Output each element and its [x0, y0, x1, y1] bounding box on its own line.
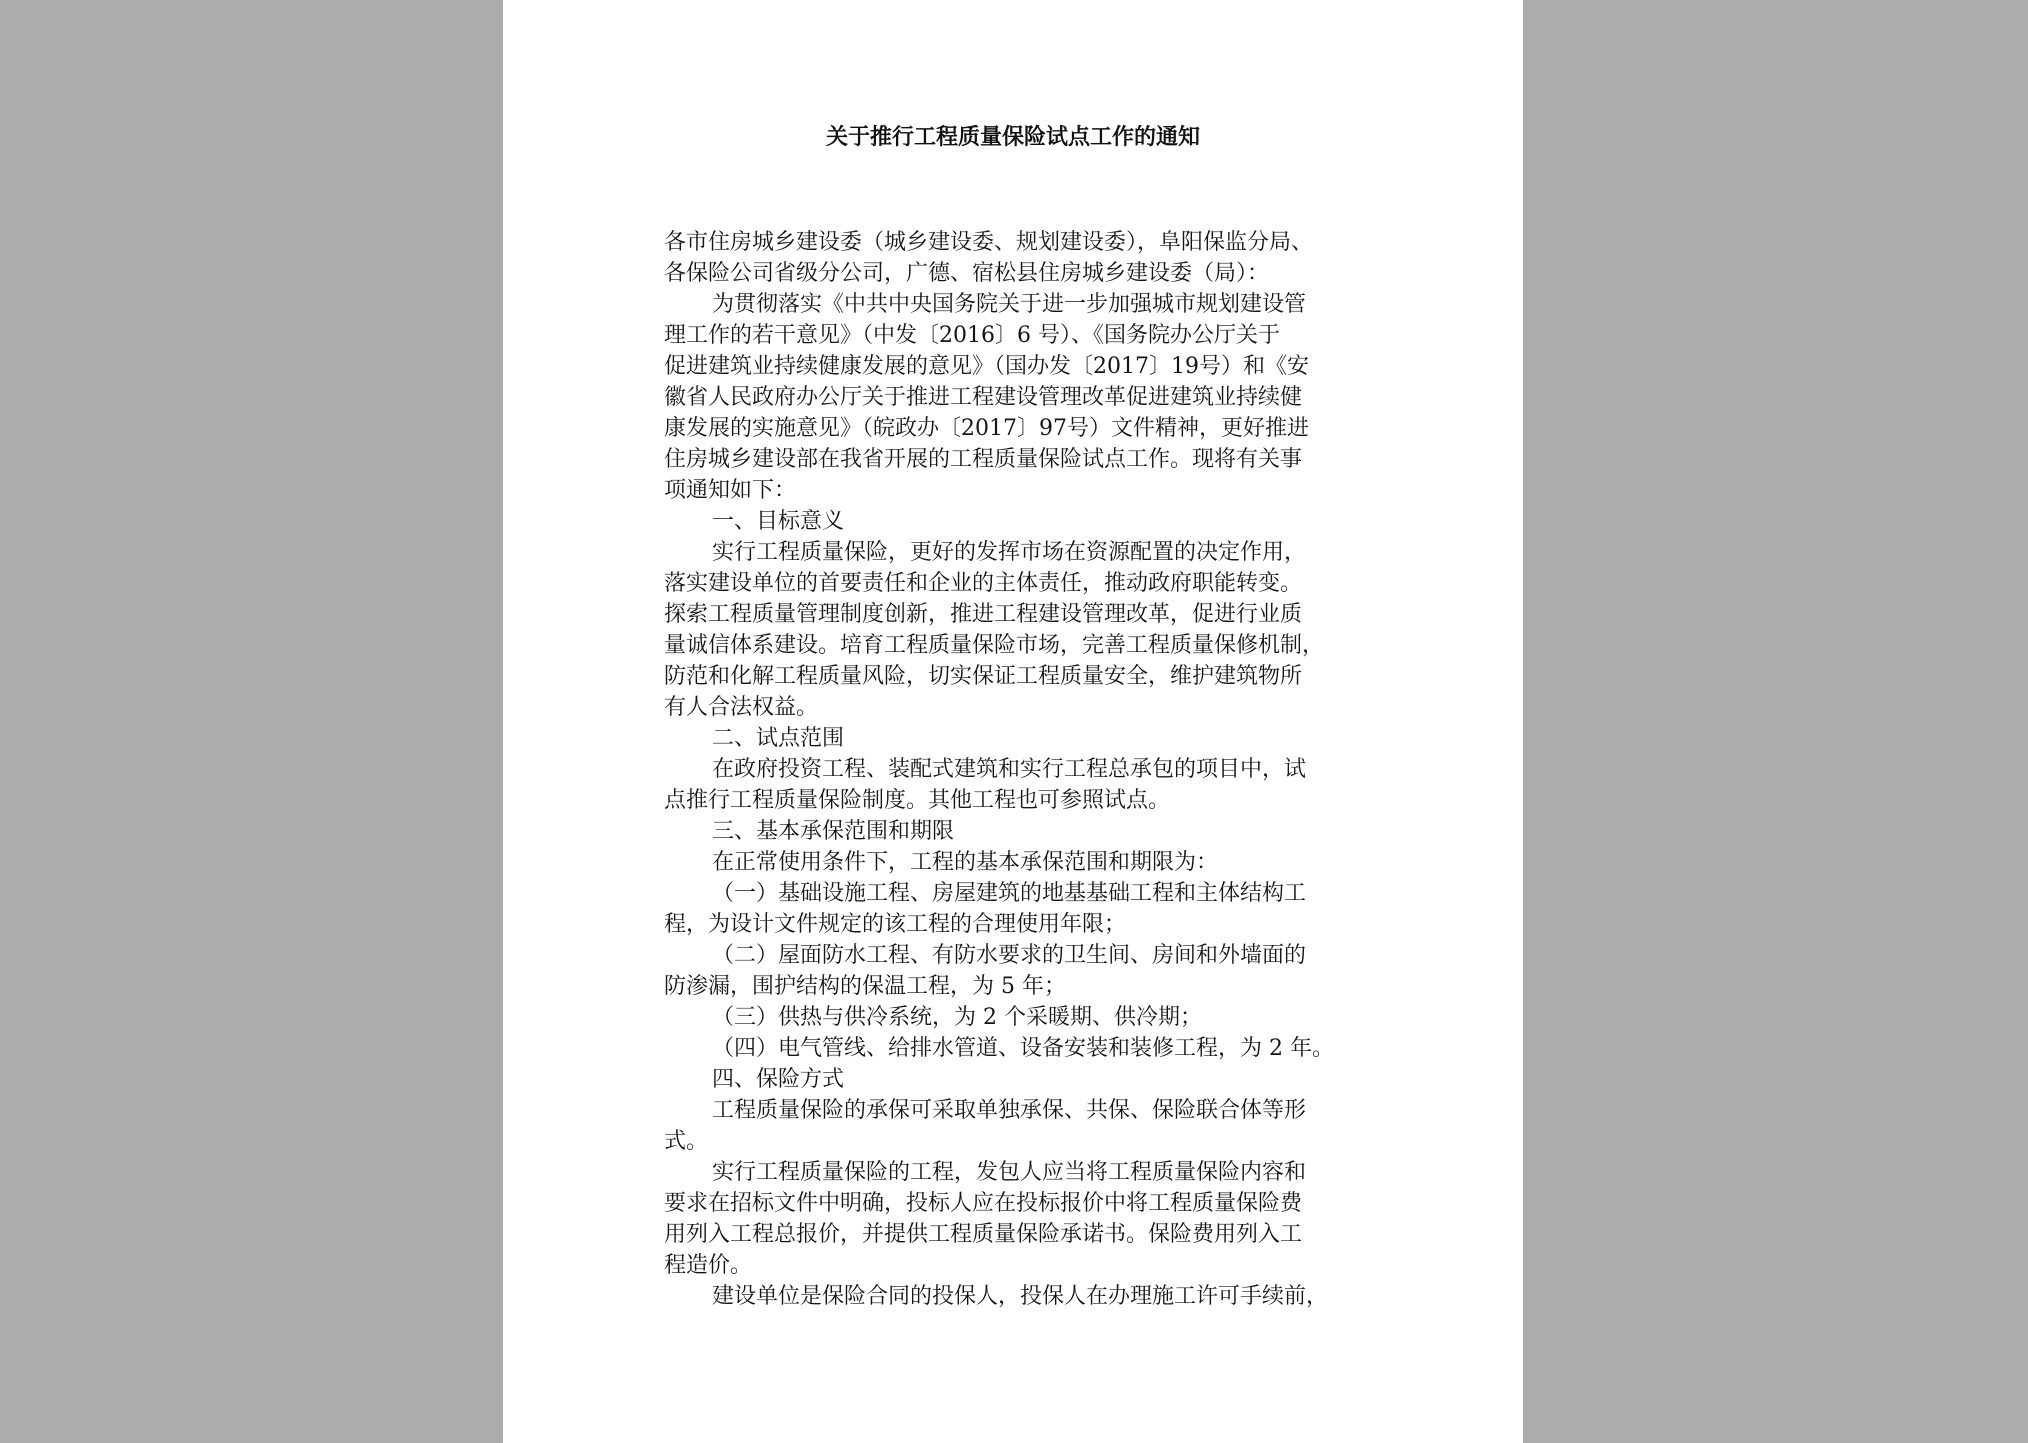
text-line: （二）屋面防水工程、有防水要求的卫生间、房间和外墙面的 [712, 943, 1307, 968]
text-line: 康发展的实施意见》（皖政办〔2017〕97号）文件精神，更好推进 [664, 416, 1309, 441]
section4-paragraph [664, 1095, 1384, 1157]
section1-paragraph [664, 537, 1384, 723]
text-line: 要求在招标文件中明确，投标人应在投标报价中将工程质量保险费 [664, 1191, 1303, 1216]
text-line: 徽省人民政府办公厅关于推进工程建设管理改革促进建筑业持续健 [664, 385, 1303, 410]
section-heading: 四、保险方式 [712, 1067, 845, 1092]
text-line: 促进建筑业持续健康发展的意见》（国办发〔2017〕19号）和《安 [664, 354, 1309, 379]
document-body [664, 227, 1384, 1312]
text-line: 在政府投资工程、装配式建筑和实行工程总承包的项目中，试 [712, 757, 1307, 782]
section-heading: 二、试点范围 [712, 726, 845, 751]
text-line: 各市住房城乡建设委（城乡建设委、规划建设委），阜阳保监分局、 [664, 230, 1314, 255]
text-line: 探索工程质量管理制度创新，推进工程建设管理改革，促进行业质 [664, 602, 1303, 627]
text-line: 式。 [664, 1129, 709, 1154]
text-line: 用列入工程总报价，并提供工程质量保险承诺书。保险费用列入工 [664, 1222, 1303, 1247]
text-line: 实行工程质量保险的工程，发包人应当将工程质量保险内容和 [712, 1160, 1307, 1185]
section3-item: （三）供热与供冷系统，为 2 个采暖期、供冷期； [712, 1005, 1202, 1030]
document-title: 关于推行工程质量保险试点工作的通知 [825, 124, 1200, 150]
text-line: 落实建设单位的首要责任和企业的主体责任，推动政府职能转变。 [664, 571, 1303, 596]
text-line: 有人合法权益。 [664, 695, 819, 720]
text-line: 防范和化解工程质量风险，切实保证工程质量安全，维护建筑物所 [664, 664, 1303, 689]
text-line: 各保险公司省级分公司，广德、宿松县住房城乡建设委（局）： [664, 261, 1270, 286]
section3-item [664, 878, 1384, 940]
text-line: 为贯彻落实《中共中央国务院关于进一步加强城市规划建设管 [712, 292, 1307, 317]
section3-intro: 在正常使用条件下，工程的基本承保范围和期限为： [712, 850, 1219, 875]
text-line: 实行工程质量保险，更好的发挥市场在资源配置的决定作用， [712, 540, 1307, 565]
text-line: 点推行工程质量保险制度。其他工程也可参照试点。 [664, 788, 1171, 813]
section4-paragraph: 建设单位是保险合同的投保人，投保人在办理施工许可手续前， [712, 1284, 1329, 1309]
section3-item: （四）电气管线、给排水管道、设备安装和装修工程，为 2 年。 [712, 1036, 1334, 1061]
addressee-paragraph [664, 227, 1384, 289]
section4-paragraph [664, 1157, 1384, 1281]
document-page [503, 0, 1523, 1443]
section2-paragraph [664, 754, 1384, 816]
section3-item [664, 940, 1384, 1002]
text-line: 量诚信体系建设。培育工程质量保险市场，完善工程质量保修机制， [664, 633, 1325, 658]
text-line: 防渗漏，围护结构的保温工程，为 5 年； [664, 974, 1066, 999]
text-line: 程，为设计文件规定的该工程的合理使用年限； [664, 912, 1127, 937]
text-line: 工程质量保险的承保可采取单独承保、共保、保险联合体等形 [712, 1098, 1307, 1123]
text-line: 项通知如下： [664, 478, 797, 503]
text-line: 住房城乡建设部在我省开展的工程质量保险试点工作。现将有关事 [664, 447, 1303, 472]
section-heading: 三、基本承保范围和期限 [712, 819, 955, 844]
text-line: 程造价。 [664, 1253, 753, 1278]
intro-paragraph [664, 289, 1384, 506]
section-heading: 一、目标意义 [712, 509, 845, 534]
text-line: （一）基础设施工程、房屋建筑的地基基础工程和主体结构工 [712, 881, 1307, 906]
text-line: 理工作的若干意见》（中发〔2016〕6 号）、《国务院办公厅关于 [664, 323, 1280, 348]
